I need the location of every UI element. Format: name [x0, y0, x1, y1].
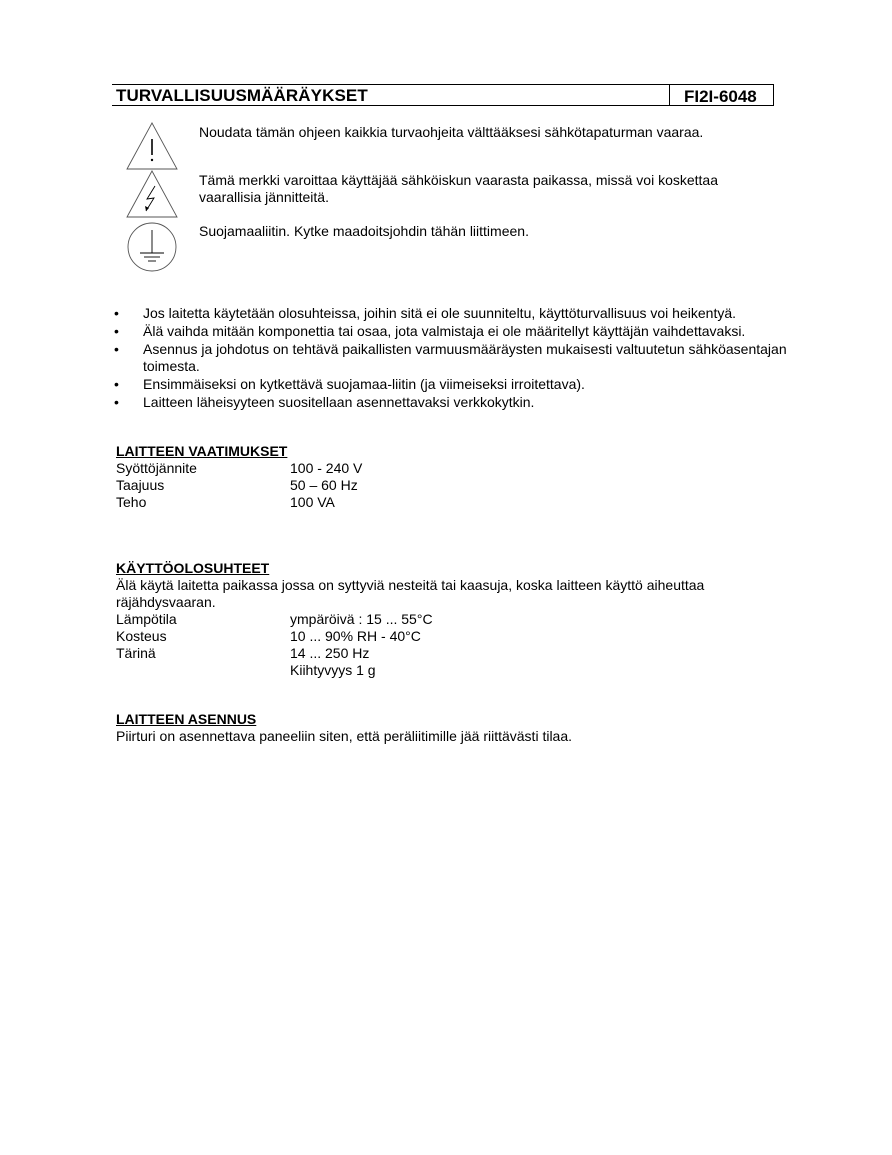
- document-code: FI2I-6048: [684, 87, 757, 106]
- bullet-text: Ensimmäiseksi on kytkettävä suojamaa-liitin (ja viimeiseksi irroitettava).: [143, 376, 585, 392]
- condition-value: 10 ... 90% RH - 40°C: [290, 628, 421, 644]
- condition-label: Lämpötila: [116, 611, 177, 627]
- conditions-intro: Älä käytä laitetta paikassa jossa on syttyviä nesteitä tai kaasuja, koska laitteen käyttö aiheuttaa räjähdysvaaran.: [116, 577, 705, 610]
- requirements-section: [116, 443, 796, 511]
- page-header: [112, 84, 774, 106]
- table-row: [116, 460, 796, 477]
- list-item: [114, 376, 814, 393]
- requirement-value: 100 VA: [290, 494, 335, 510]
- condition-label: [116, 662, 290, 679]
- installation-text: Piirturi on asennettava paneeliin siten, että peräliitimille jää riittävästi tilaa.: [116, 728, 573, 744]
- table-row: [116, 611, 796, 628]
- electric-shock-warning-icon: [125, 169, 179, 219]
- symbol-text-warning: Noudata tämän ohjeen kaikkia turvaohjeita välttääksesi sähkötapaturman vaaraa.: [199, 124, 704, 140]
- bullet-text: Jos laitetta käytetään olosuhteissa, joihin sitä ei ole suunniteltu, käyttöturvallisuus voi heikentyä.: [143, 305, 737, 321]
- page-title: TURVALLISUUSMÄÄRÄYKSET: [116, 86, 368, 105]
- table-row: [116, 477, 796, 494]
- safety-bullet-list: [114, 305, 814, 412]
- header-top-rule: [112, 84, 670, 85]
- requirement-label: Syöttöjännite: [116, 460, 197, 476]
- requirement-value: 100 - 240 V: [290, 460, 363, 476]
- table-row: [116, 494, 796, 511]
- requirements-heading: LAITTEEN VAATIMUKSET: [116, 443, 288, 459]
- list-item: [114, 305, 814, 322]
- conditions-heading: KÄYTTÖOLOSUHTEET: [116, 560, 270, 576]
- installation-heading: LAITTEEN ASENNUS: [116, 711, 257, 727]
- requirement-value: 50 – 60 Hz: [290, 477, 358, 493]
- requirement-label: Taajuus: [116, 477, 165, 493]
- bullet-dot: •: [114, 323, 119, 339]
- bullet-dot: •: [114, 394, 119, 410]
- condition-label: Kosteus: [116, 628, 167, 644]
- symbol-text-earth: Suojamaaliitin. Kytke maadoitsjohdin tähän liittimeen.: [199, 223, 529, 239]
- warning-exclamation-icon: [125, 121, 179, 171]
- table-row: [116, 662, 796, 679]
- bullet-text: Asennus ja johdotus on tehtävä paikallisten varmuusmääräysten mukaisesti valtuutetun sähköasentajan toimesta.: [143, 341, 787, 374]
- list-item: [114, 323, 814, 340]
- list-item: [114, 341, 814, 375]
- list-item: [114, 394, 814, 411]
- conditions-section: [116, 560, 796, 679]
- table-row: [116, 645, 796, 662]
- condition-value: ympäröivä : 15 ... 55°C: [290, 611, 433, 627]
- bullet-dot: •: [114, 305, 119, 321]
- condition-value: 14 ... 250 Hz: [290, 645, 370, 661]
- bullet-text: Laitteen läheisyyteen suositellaan asennettavaksi verkkokytkin.: [143, 394, 535, 410]
- bullet-dot: •: [114, 341, 119, 357]
- protective-earth-icon: [125, 222, 179, 272]
- bullet-dot: •: [114, 376, 119, 392]
- document-code-box: [669, 84, 774, 105]
- bullet-text: Älä vaihda mitään komponettia tai osaa, jota valmistaja ei ole määritellyt käyttäjän vaihdettavaksi.: [143, 323, 746, 339]
- requirement-label: Teho: [116, 494, 147, 510]
- symbol-text-shock-content: Tämä merkki varoittaa käyttäjää sähköiskun vaarasta paikassa, missä voi koskettaa vaarallisia jännitteitä.: [199, 172, 719, 205]
- condition-value: Kiihtyvyys 1 g: [290, 662, 376, 678]
- condition-label: Tärinä: [116, 645, 156, 661]
- table-row: [116, 628, 796, 645]
- symbol-text-shock: [199, 172, 779, 206]
- installation-section: [116, 711, 796, 745]
